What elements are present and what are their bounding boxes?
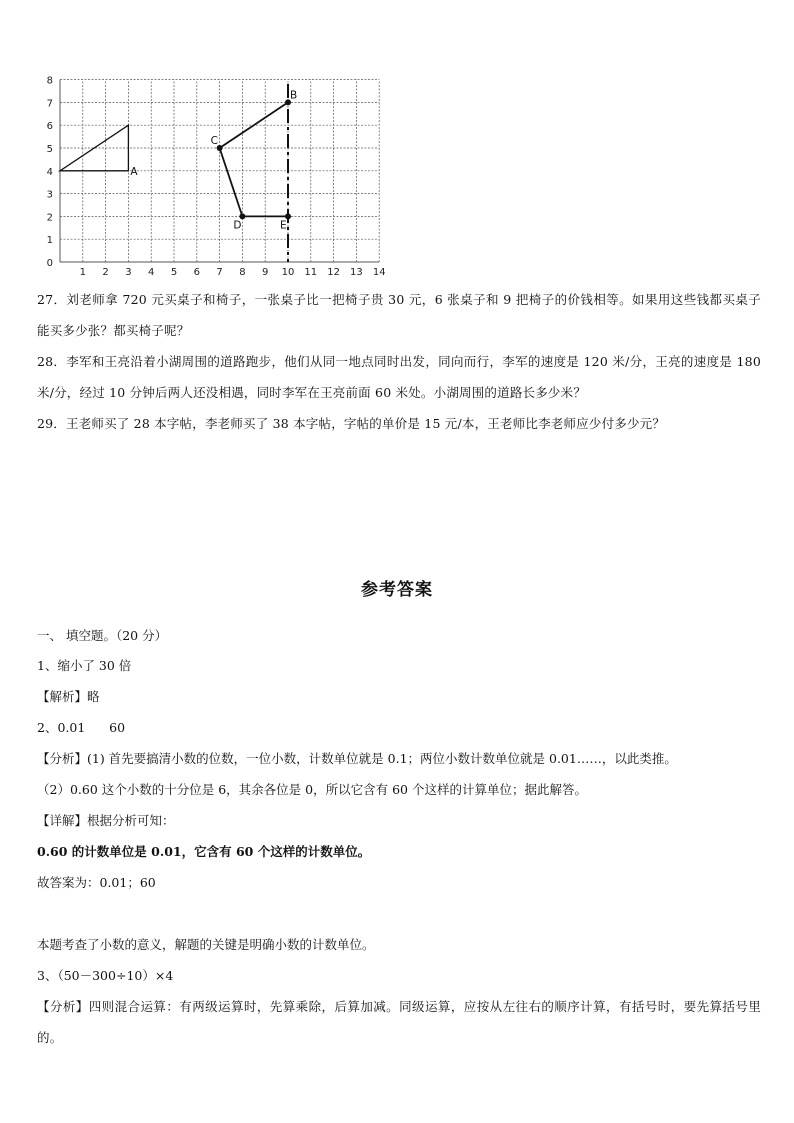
x-tick-label: 12 bbox=[327, 267, 340, 278]
answer-2-analysis-2: （2）0.60 这个小数的十分位是 6，其余各位是 0，所以它含有 60 个这样的计算单位；据此解答。 bbox=[37, 782, 587, 797]
coordinate-grid-figure bbox=[36, 76, 396, 282]
point-d-label: D bbox=[233, 219, 242, 232]
x-tick-label: 1 bbox=[79, 267, 86, 278]
y-tick-label: 3 bbox=[46, 189, 53, 201]
answer-1: 1、缩小了 30 倍 bbox=[37, 658, 132, 673]
triangle-shape bbox=[60, 125, 128, 171]
x-tick-label: 10 bbox=[281, 267, 295, 278]
x-tick-label: 7 bbox=[216, 267, 223, 278]
question-29: 29．王老师买了 28 本字帖，李老师买了 38 本字帖，字帖的单价是 15 元/本，王老师比李老师应少付多少元？ bbox=[37, 416, 666, 431]
y-tick-label: 7 bbox=[46, 98, 53, 110]
y-tick-label: 8 bbox=[46, 76, 53, 87]
point-a-label: A bbox=[130, 165, 138, 178]
y-tick-label: 5 bbox=[46, 144, 53, 155]
y-tick-label: 2 bbox=[46, 212, 53, 224]
x-tick-label: 11 bbox=[304, 267, 318, 278]
answer-2-detail: 【详解】根据分析可知： bbox=[37, 813, 175, 828]
answer-3: 3、（50－300÷10）×4 bbox=[37, 968, 174, 983]
x-tick-label: 5 bbox=[170, 267, 178, 278]
path-shape-bcde bbox=[220, 102, 288, 216]
answer-3-analysis: 【分析】四则混合运算：有两级运算时，先算乘除，后算加减。同级运算，应按从左往右的顺序计算，有括号时，要先算括号里的。 bbox=[37, 999, 761, 1045]
y-tick-label: 6 bbox=[46, 121, 53, 133]
answer-2-final: 故答案为：0.01；60 bbox=[37, 875, 156, 890]
point-c-label: C bbox=[210, 135, 218, 147]
point-e-label: E bbox=[280, 219, 287, 232]
x-tick-label: 14 bbox=[372, 267, 386, 278]
answer-2: 2、0.01 60 bbox=[37, 720, 126, 735]
y-tick-label: 4 bbox=[46, 166, 53, 178]
answer-2-summary: 本题考查了小数的意义，解题的关键是明确小数的计数单位。 bbox=[37, 937, 375, 952]
question-28: 28．李军和王亮沿着小湖周围的道路跑步，他们从同一地点同时出发，同向而行，李军的速度是 120 米/分，王亮的速度是 180 米/分，经过 10 分钟后两人还没相遇，同时李军在王亮前面 60 米处。小湖周围的道路长多少米？ bbox=[37, 354, 761, 400]
answer-1-analysis: 【解析】略 bbox=[37, 689, 100, 704]
x-tick-label: 6 bbox=[193, 267, 200, 278]
x-tick-label: 3 bbox=[125, 267, 132, 278]
section-heading-fill-blank: 一、 填空题。（20 分） bbox=[37, 628, 168, 643]
x-tick-label: 13 bbox=[350, 267, 363, 278]
question-27: 27．刘老师拿 720 元买桌子和椅子，一张桌子比一把椅子贵 30 元，6 张桌子和 9 把椅子的价钱相等。如果用这些钱都买桌子能买多少张？都买椅子呢？ bbox=[37, 292, 761, 338]
answer-2-analysis-1: 【分析】(1) 首先要搞清小数的位数，一位小数，计数单位就是 0.1；两位小数计数单位就是 0.01……，以此类推。 bbox=[37, 751, 677, 766]
x-tick-label: 2 bbox=[102, 267, 109, 278]
labelled-points bbox=[130, 89, 297, 231]
x-tick-label: 4 bbox=[148, 267, 155, 278]
y-tick-label: 0 bbox=[46, 258, 53, 269]
x-tick-label: 9 bbox=[262, 267, 269, 278]
y-tick-label: 1 bbox=[46, 235, 53, 247]
point-b-label: B bbox=[290, 89, 298, 102]
answers-title: 参考答案 bbox=[361, 580, 433, 600]
answer-2-detail-text: 0.60 的计数单位是 0.01，它含有 60 个这样的计数单位。 bbox=[37, 844, 371, 859]
tick-labels bbox=[47, 76, 386, 278]
x-tick-label: 8 bbox=[239, 267, 246, 278]
